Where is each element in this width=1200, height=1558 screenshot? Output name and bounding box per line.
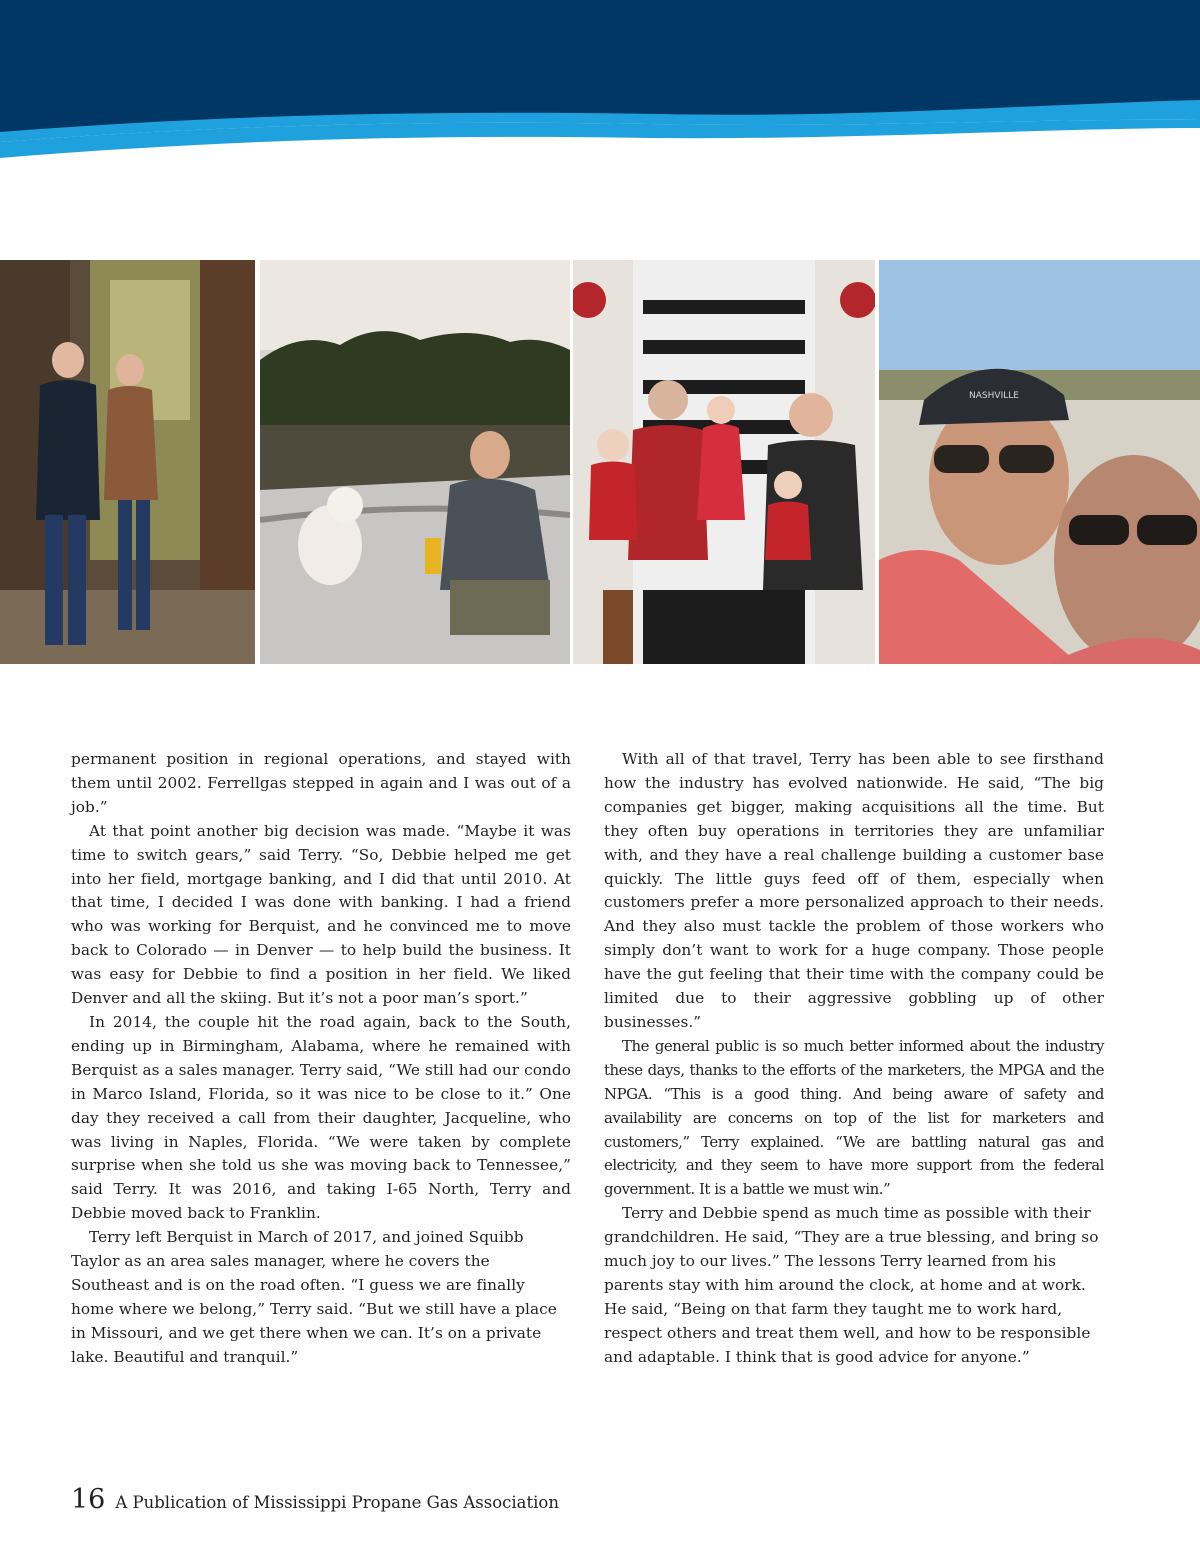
publication-name: A Publication of Mississippi Propane Gas Association [115,1493,559,1512]
header-wave-banner [0,0,1200,170]
photo-strip [0,260,1200,664]
photo-beach-selfie-icon [879,260,1200,664]
article-column-right [604,748,1104,1370]
photo-family-stairs-icon [573,260,875,664]
photo-couple-forest [0,260,255,664]
photo-family-stairs [573,260,875,664]
paragraph: The general public is so much better informed about the industry these days, thanks to the efforts of the marketers, the MPGA and the NPGA. “This is a good thing. And being aware of safety and availability are concerns on top of the list for marketers and customers,” Terry explained. “We are battling natural gas and electricity, and they seem to have more support from the federal government. It is a battle we must win.” [604,1036,1104,1199]
photo-boat-dog-icon [260,260,570,664]
paragraph: At that point another big decision was made. “Maybe it was time to switch gears,” said Terry. “So, Debbie helped me get into her field, mortgage banking, and I did that until 2010. At that time, I decided I was done with banking. I had a friend who was working for Berquist, and he convinced me to move back to Colorado — in Denver — to help build the business. It was easy for Debbie to find a position in her field. We liked Denver and all the skiing. But it’s not a poor man’s sport.” [71,821,571,1008]
paragraph: In 2014, the couple hit the road again, back to the South, ending up in Birmingham, Alabama, where he remained with Berquist as a sales manager. Terry said, “We still had our condo in Marco Island, Florida, so it was nice to be close to it.” One day they received a call from their daughter, Jacqueline, who was living in Naples, Florida. “We were taken by complete surprise when she told us she was moving back to Tennessee,” said Terry. It was 2016, and taking I-65 North, Terry and Debbie moved back to Franklin. [71,1012,571,1223]
paragraph: Terry left Berquist in March of 2017, and joined Squibb Taylor as an area sales manager, where he covers the Southeast and is on the road often. “I guess we are finally home where we belong,” Terry said. “But we still have a place in Missouri, and we get there when we can. It’s on a private lake. Beautiful and tranquil.” [71,1228,557,1366]
page-footer [71,1484,559,1524]
paragraph: Terry and Debbie spend as much time as possible with their grandchildren. He said, “They are a true blessing, and bring so much joy to our lives.” The lessons Terry learned from his parents stay with him around the clock, at home and at work. He said, “Being on that farm they taught me to work hard, respect others and treat them well, and how to be responsible and adaptable. I think that is good advice for anyone.” [604,1204,1099,1366]
article-column-left [71,748,571,1370]
page-number: 16 [71,1484,106,1515]
paragraph: With all of that travel, Terry has been able to see firsthand how the industry has evolved nationwide. He said, “The big companies get bigger, making acquisitions all the time. But they often buy operations in territories they are unfamiliar with, and they have a real challenge building a customer base quickly. The little guys feed off of them, especially when customers prefer a more personalized approach to their needs. And they also must tackle the problem of those workers who simply don’t want to work for a huge company. Those people have the gut feeling that their time with the company could be limited due to their aggressive gobbling up of other businesses.” [604,750,1104,1031]
hat-label: NASHVILLE [969,391,1019,401]
paragraph: permanent position in regional operations, and stayed with them until 2002. Ferrellgas stepped in again and I was out of a job.” [71,750,571,816]
photo-beach-selfie [879,260,1200,664]
photo-boat-dog [260,260,570,664]
photo-couple-forest-icon [0,260,255,664]
